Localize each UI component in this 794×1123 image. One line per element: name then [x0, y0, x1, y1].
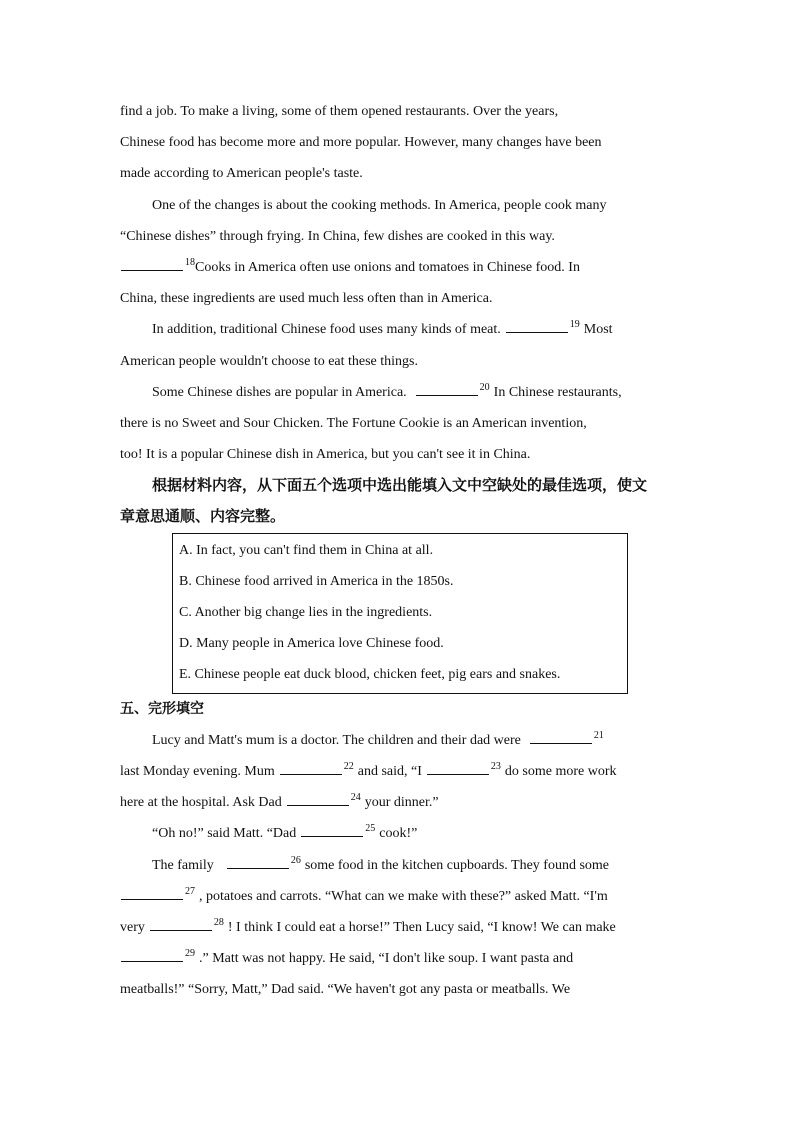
option-d: D. Many people in America love Chinese food.: [179, 636, 444, 652]
answer-blank-27[interactable]: [121, 885, 183, 900]
answer-blank-20[interactable]: [416, 381, 478, 396]
instruction-text: 根据材料内容，从下面五个选项中选出能填入文中空缺处的最佳选项，使文: [152, 476, 648, 495]
text-line: [120, 314, 674, 345]
text: here at the hospital. Ask Dad: [120, 795, 282, 811]
text-line: [120, 943, 674, 974]
blank-number: 27: [185, 885, 195, 897]
blank-number: 25: [365, 823, 376, 835]
text: and said, “I: [357, 763, 422, 779]
section-title: 五、完形填空: [120, 700, 204, 717]
blank-number: 20: [479, 381, 490, 393]
answer-blank-19[interactable]: [506, 318, 568, 333]
text-line: [120, 96, 674, 127]
text-line: [120, 818, 674, 849]
option-e: E. Chinese people eat duck blood, chicken feet, pig ears and snakes.: [179, 667, 561, 683]
options-box: [172, 533, 628, 694]
text-line: [120, 756, 674, 787]
answer-blank-21[interactable]: [530, 729, 592, 744]
text-line: [120, 408, 674, 439]
text: ! I think I could eat a horse!” Then Lucy said, “I know! We can make: [227, 919, 616, 935]
blank-number: 18: [185, 256, 195, 268]
blank-number: 21: [593, 729, 604, 741]
blank-number: 29: [185, 948, 195, 960]
text: One of the changes is about the cooking methods. In America, people cook many: [152, 197, 607, 213]
text-line: [120, 912, 674, 943]
text: some food in the kitchen cupboards. They found some: [304, 857, 609, 873]
text: there is no Sweet and Sour Chicken. The Fortune Cookie is an American invention,: [120, 415, 587, 431]
answer-blank-26[interactable]: [227, 854, 289, 869]
blank-number: 19: [569, 319, 580, 331]
text: Most: [583, 322, 613, 338]
text: The family: [152, 857, 214, 873]
answer-blank-25[interactable]: [301, 822, 363, 837]
text: Chinese food has become more and more popular. However, many changes have been: [120, 135, 602, 151]
text: too! It is a popular Chinese dish in America, but you can't see it in China.: [120, 447, 531, 463]
option-c: C. Another big change lies in the ingredients.: [179, 605, 433, 620]
answer-blank-22[interactable]: [280, 760, 342, 775]
text: American people wouldn't choose to eat these things.: [120, 353, 418, 369]
blank-number: 26: [290, 854, 301, 866]
text: In addition, traditional Chinese food uses many kinds of meat.: [152, 322, 501, 338]
instruction-text: 章意思通顺、内容完整。: [120, 507, 286, 526]
text-line: [120, 974, 674, 1005]
answer-blank-18[interactable]: [121, 256, 183, 271]
text-line: [120, 787, 674, 818]
text: Some Chinese dishes are popular in America.: [152, 384, 407, 400]
document-page: [120, 96, 674, 1005]
option-b: B. Chinese food arrived in America in the 1850s.: [179, 573, 454, 589]
text-line: [120, 283, 674, 314]
text: cook!”: [379, 826, 418, 842]
text-line: [120, 725, 674, 756]
blank-number: 23: [490, 760, 501, 772]
answer-blank-29[interactable]: [121, 947, 183, 962]
text: In Chinese restaurants,: [493, 384, 622, 400]
text-line: [120, 346, 674, 377]
text: Cooks in America often use onions and tomatoes in Chinese food. In: [195, 259, 580, 275]
answer-blank-28[interactable]: [150, 916, 212, 931]
text: do some more work: [504, 763, 617, 779]
instruction-line: [120, 501, 674, 532]
text: made according to American people's taste.: [120, 166, 363, 182]
text: find a job. To make a living, some of them opened restaurants. Over the years,: [120, 104, 559, 119]
blank-number: 22: [343, 760, 354, 772]
text-line: [120, 127, 674, 158]
blank-number: 24: [350, 792, 361, 804]
text: Lucy and Matt's mum is a doctor. The children and their dad were: [152, 732, 521, 748]
text-line: [120, 252, 674, 283]
text: last Monday evening. Mum: [120, 763, 275, 779]
text: China, these ingredients are used much less often than in America.: [120, 291, 493, 307]
text: “Oh no!” said Matt. “Dad: [152, 826, 297, 842]
text: meatballs!” “Sorry, Matt,” Dad said. “We haven't got any pasta or meatballs. We: [120, 982, 571, 998]
text: .” Matt was not happy. He said, “I don't like soup. I want pasta and: [199, 951, 574, 967]
text-line: [120, 377, 674, 408]
text: [195, 252, 670, 283]
answer-blank-23[interactable]: [427, 760, 489, 775]
text: “Chinese dishes” through frying. In China, few dishes are cooked in this way.: [120, 228, 555, 244]
text-line: [120, 881, 674, 912]
text: your dinner.”: [364, 795, 439, 811]
text-line: [120, 221, 674, 252]
option-a: A. In fact, you can't find them in China at all.: [179, 542, 434, 558]
blank-number: 28: [213, 916, 224, 928]
text-line: [120, 439, 674, 470]
text-line: [120, 850, 674, 881]
text-line: [120, 158, 674, 189]
text-line: [120, 190, 674, 221]
text: , potatoes and carrots. “What can we make with these?” asked Matt. “I'm: [199, 888, 608, 904]
instruction-line: [120, 470, 674, 501]
answer-blank-24[interactable]: [287, 791, 349, 806]
text: very: [120, 919, 145, 935]
